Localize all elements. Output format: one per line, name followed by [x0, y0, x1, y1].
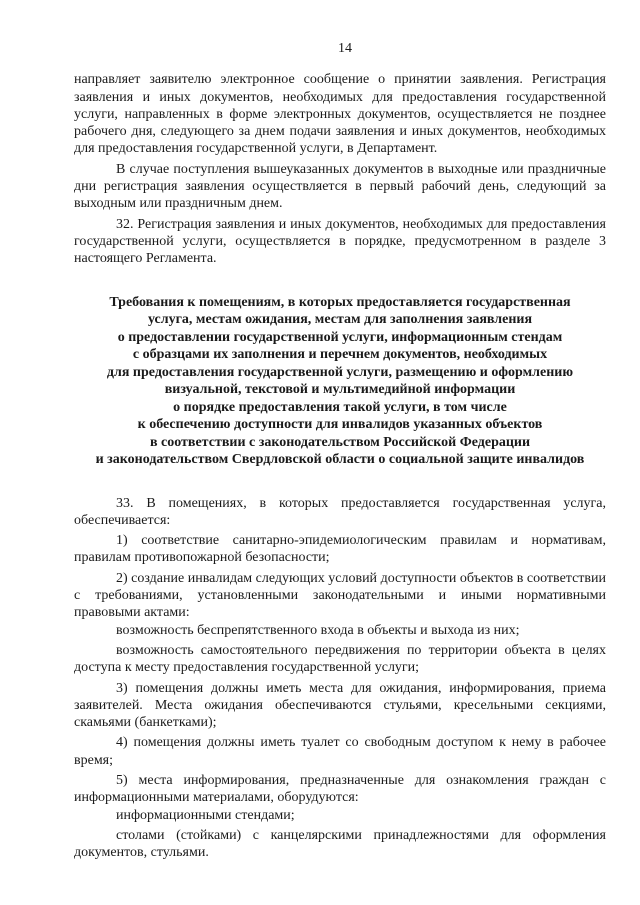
- paragraph: 1) соответствие санитарно-эпидемиологическим правилам и нормативам, правилам противопожарной безопасности;: [74, 533, 606, 566]
- heading-line: для предоставления государственной услуги, размещению и оформлению: [106, 364, 574, 380]
- section-heading: [74, 294, 606, 469]
- heading-line: и законодательством Свердловской области о социальной защите инвалидов: [95, 452, 585, 468]
- heading-line: услуга, местам ожидания, местам для заполнения заявления: [147, 312, 533, 328]
- heading-line: о порядке предоставления такой услуги, в том числе: [173, 399, 507, 415]
- paragraph: возможность самостоятельного передвижения по территории объекта в целях доступа к месту предоставления государственной услуги;: [74, 642, 606, 676]
- paragraph: возможность беспрепятственного входа в объекты и выхода из них;: [116, 622, 520, 638]
- heading-line: в соответствии с законодательством Российской Федерации: [149, 434, 531, 450]
- paragraph: информационными стендами;: [116, 807, 295, 823]
- paragraph: 2) создание инвалидам следующих условий доступности объектов в соответствии с требованиями, установленными законодательными и иными нормативными правовыми актами:: [74, 570, 606, 621]
- paragraph: 5) места информирования, предназначенные для ознакомления граждан с информационными материалами, оборудуются:: [74, 773, 606, 806]
- paragraphs-after: [74, 495, 606, 862]
- paragraph: 3) помещения должны иметь места для ожидания, информирования, приема заявителей. Места ожидания обеспечиваются стульями, кресельными секциями, скамьями (банкетками);: [74, 680, 606, 731]
- paragraph: 33. В помещениях, в которых предоставляется государственная услуга, обеспечивается:: [74, 495, 606, 528]
- heading-line: визуальной, текстовой и мультимедийной информации: [164, 382, 516, 398]
- paragraph: В случае поступления вышеуказанных документов в выходные или праздничные дни регистрация заявления осуществляется в первый рабочий день, следующий за выходным или праздничным днем.: [74, 161, 606, 212]
- paragraph: 32. Регистрация заявления и иных документов, необходимых для предоставления государственной услуги, осуществляется в порядке, предусмотренном в разделе 3 настоящего Регламента.: [74, 216, 606, 267]
- paragraph: направляет заявителю электронное сообщение о принятии заявления. Регистрация заявления и иных документов, необходимых для предоставления государственной услуги, направленных в форме электронных документов, осуществляется не позднее рабочего дня, следующего за днем подачи заявления и иных документов, необходимых для предоставления государственной услуги, в Департамент.: [74, 72, 606, 157]
- heading-line: о предоставлении государственной услуги, информационным стендам: [117, 329, 563, 345]
- heading-line: с образцами их заполнения и перечнем документов, необходимых: [132, 347, 548, 363]
- paragraphs-before: [74, 71, 606, 267]
- page-number: 14: [338, 41, 352, 56]
- heading-line: Требования к помещениям, в которых предоставляется государственная: [109, 294, 571, 310]
- heading-line: к обеспечению доступности для инвалидов указанных объектов: [137, 417, 543, 433]
- paragraph: 4) помещения должны иметь туалет со свободным доступом к нему в рабочее время;: [74, 735, 606, 768]
- paragraph: столами (стойками) с канцелярскими принадлежностями для оформления документов, стульями.: [74, 827, 606, 861]
